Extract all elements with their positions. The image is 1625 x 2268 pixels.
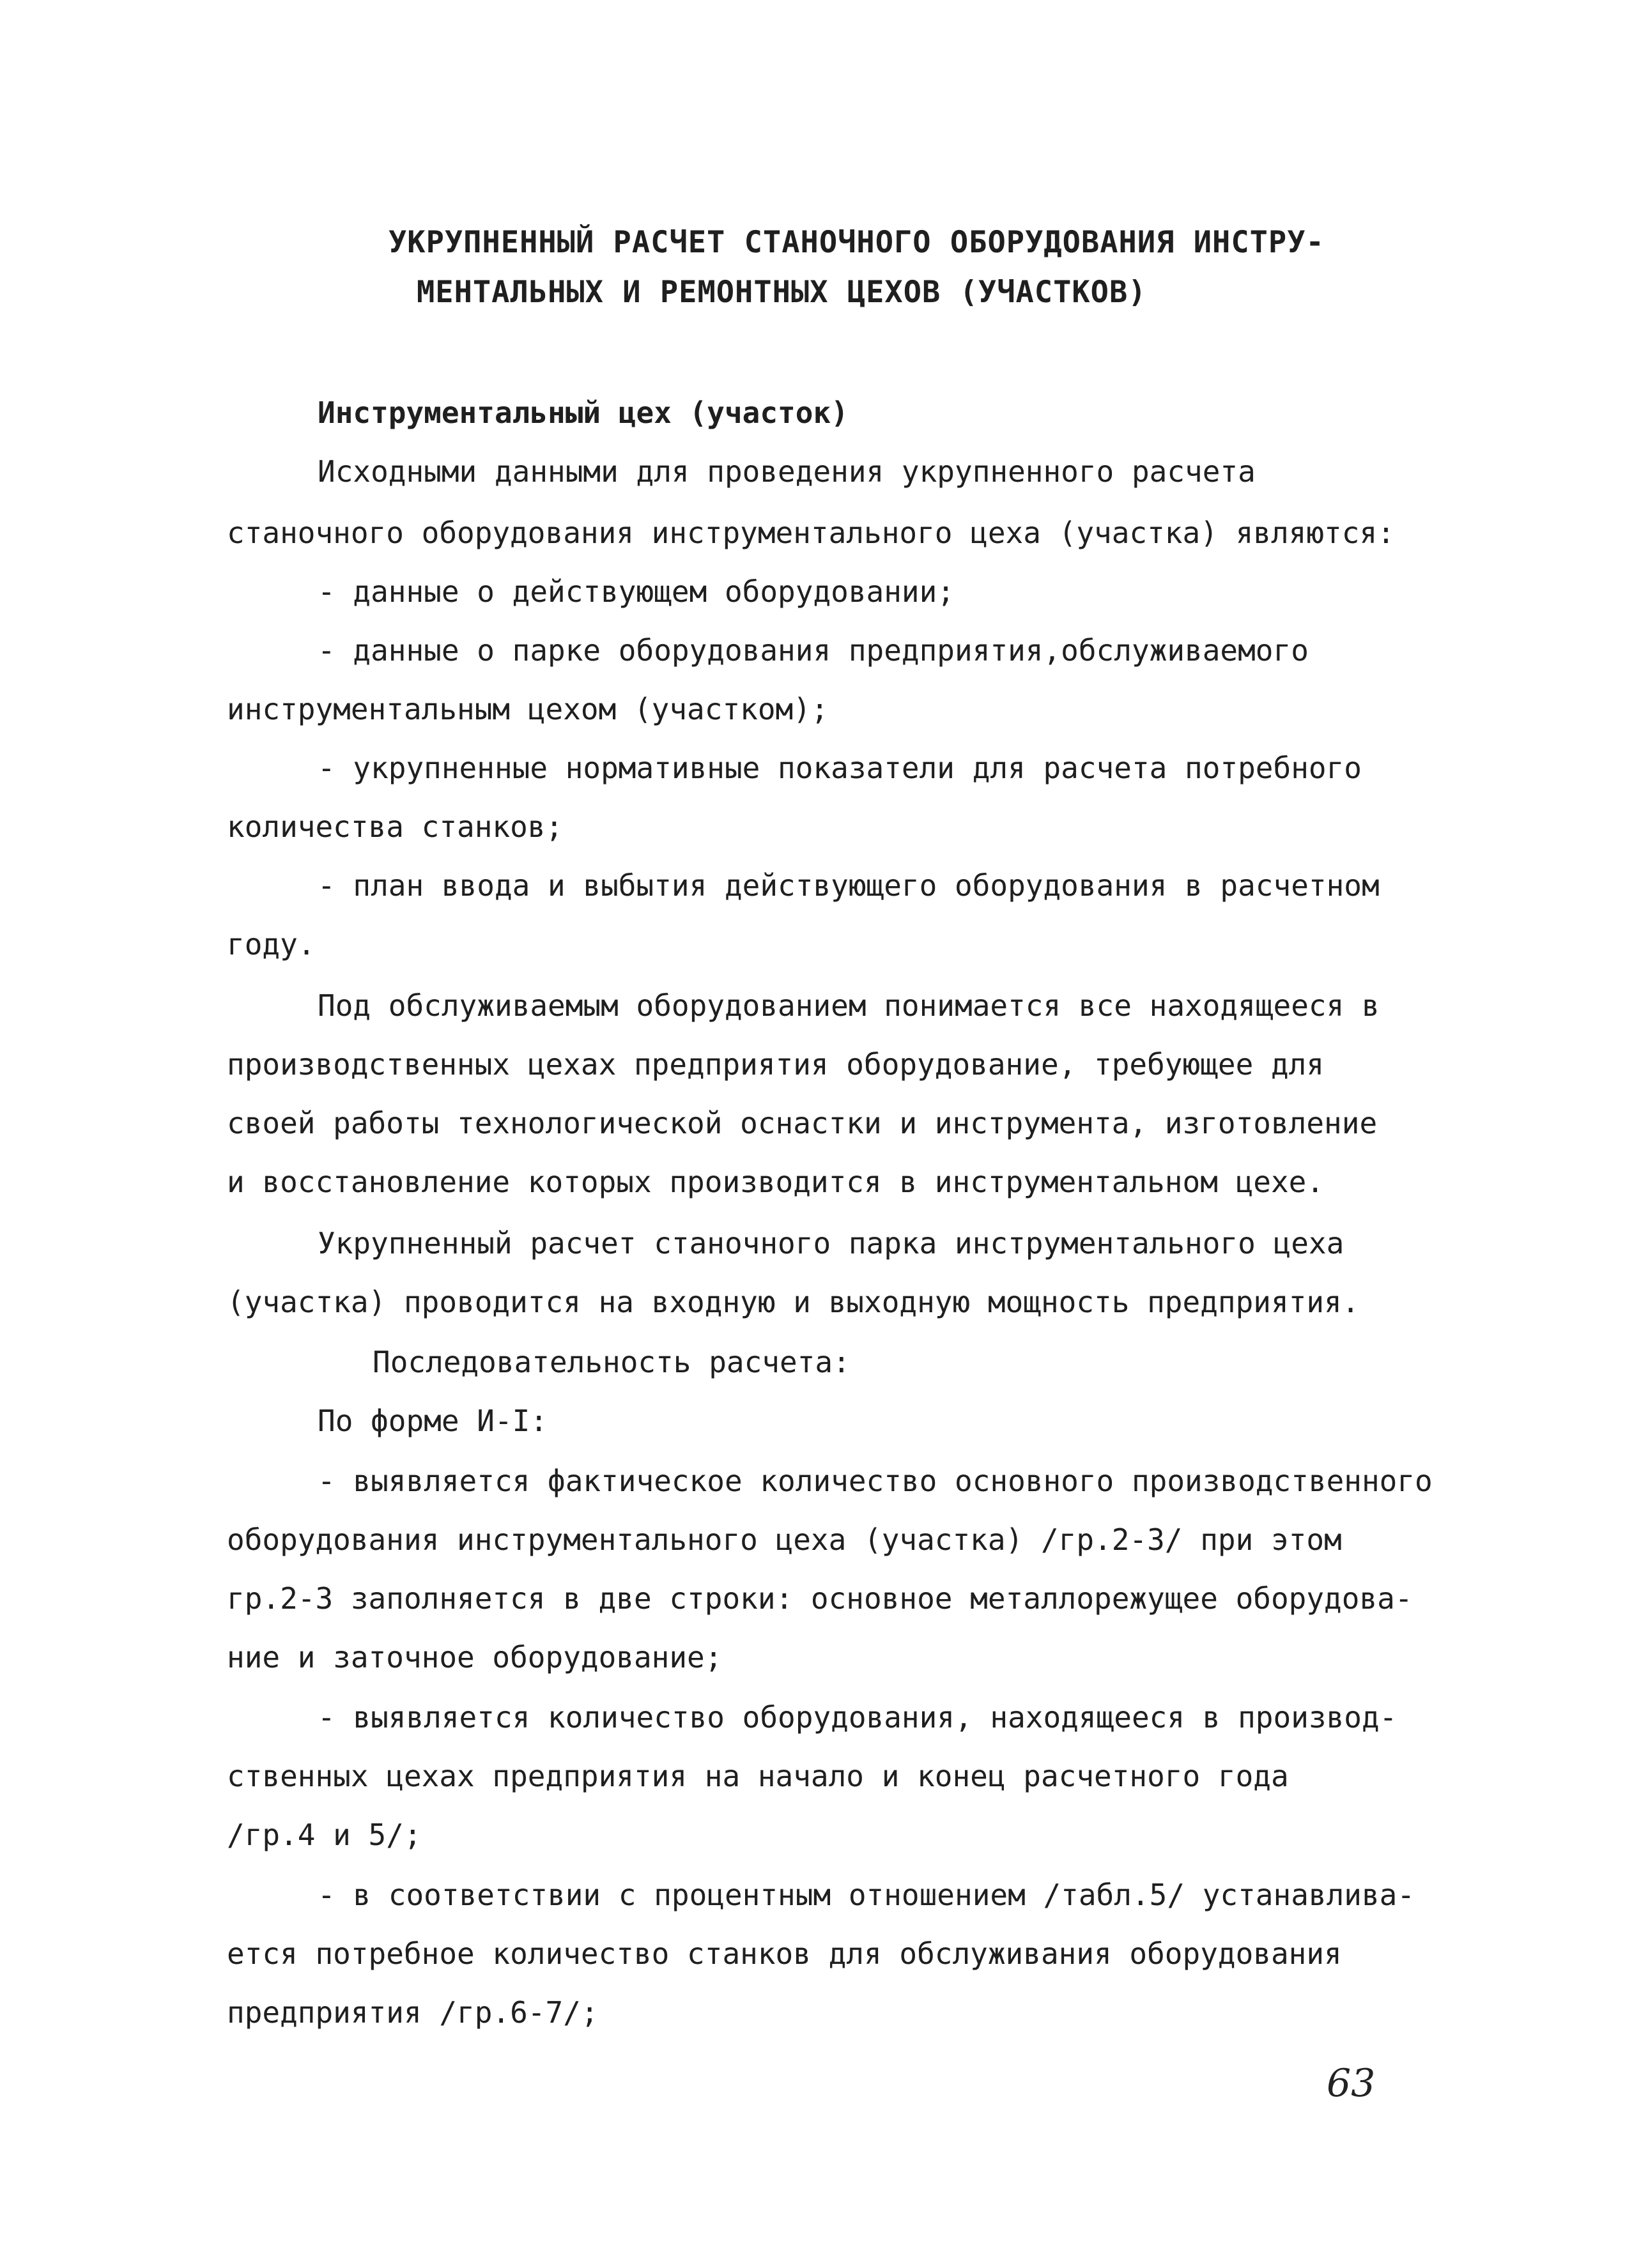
list-item: - выявляется количество оборудования, находящееся в производ- (318, 1700, 1398, 1735)
list-item-continuation: ственных цехах предприятия на начало и конец расчетного года (227, 1759, 1289, 1793)
document-title-line-2: МЕНТАЛЬНЫХ И РЕМОНТНЫХ ЦЕХОВ (УЧАСТКОВ) (417, 275, 1147, 310)
section-heading: Инструментальный цех (участок) (318, 395, 849, 430)
paragraph-line: Исходными данными для проведения укрупненного расчета (318, 454, 1256, 489)
list-item-continuation: инструментальным цехом (участком); (227, 692, 829, 726)
list-item-continuation: гр.2-3 заполняется в две строки: основное металлорежущее оборудова- (227, 1581, 1413, 1616)
list-item: - укрупненные нормативные показатели для расчета потребного (318, 751, 1362, 785)
paragraph-line: Под обслуживаемым оборудованием понимается все находящееся в (318, 988, 1380, 1023)
list-item-continuation: ется потребное количество станков для обслуживания оборудования (227, 1936, 1342, 1971)
list-item-continuation: количества станков; (227, 809, 564, 844)
list-item-continuation: году. (227, 927, 316, 962)
paragraph-line: и восстановление которых производится в инструментальном цехе. (227, 1165, 1325, 1199)
paragraph-line: станочного оборудования инструментального цеха (участка) являются: (227, 516, 1395, 550)
list-item-continuation: оборудования инструментального цеха (участка) /гр.2-3/ при этом (227, 1522, 1342, 1557)
document-title-line-1: УКРУПНЕННЫЙ РАСЧЕТ СТАНОЧНОГО ОБОРУДОВАНИЯ ИНСТРУ- (389, 225, 1325, 260)
paragraph-line: своей работы технологической оснастки и инструмента, изготовление (227, 1106, 1378, 1140)
list-item-continuation: ние и заточное оборудование; (227, 1640, 723, 1674)
paragraph-line: производственных цехах предприятия оборудование, требующее для (227, 1047, 1325, 1082)
paragraph-line: Последовательность расчета: (373, 1345, 851, 1379)
paragraph-line: Укрупненный расчет станочного парка инструментального цеха (318, 1226, 1344, 1260)
list-item: - данные о действующем оборудовании; (318, 574, 955, 609)
list-item: - выявляется фактическое количество основного производственного (318, 1464, 1433, 1498)
paragraph-line: По форме И-I: (318, 1404, 548, 1438)
paragraph-line: (участка) проводится на входную и выходную мощность предприятия. (227, 1285, 1360, 1319)
list-item-continuation: предприятия /гр.6-7/; (227, 1995, 599, 2030)
list-item: - данные о парке оборудования предприятия,обслуживаемого (318, 633, 1309, 668)
list-item: - план ввода и выбытия действующего оборудования в расчетном (318, 868, 1380, 903)
list-item: - в соответствии с процентным отношением /табл.5/ устанавлива- (318, 1878, 1415, 1912)
list-item-continuation: /гр.4 и 5/; (227, 1818, 422, 1852)
page-number: 63 (1327, 2061, 1376, 2106)
